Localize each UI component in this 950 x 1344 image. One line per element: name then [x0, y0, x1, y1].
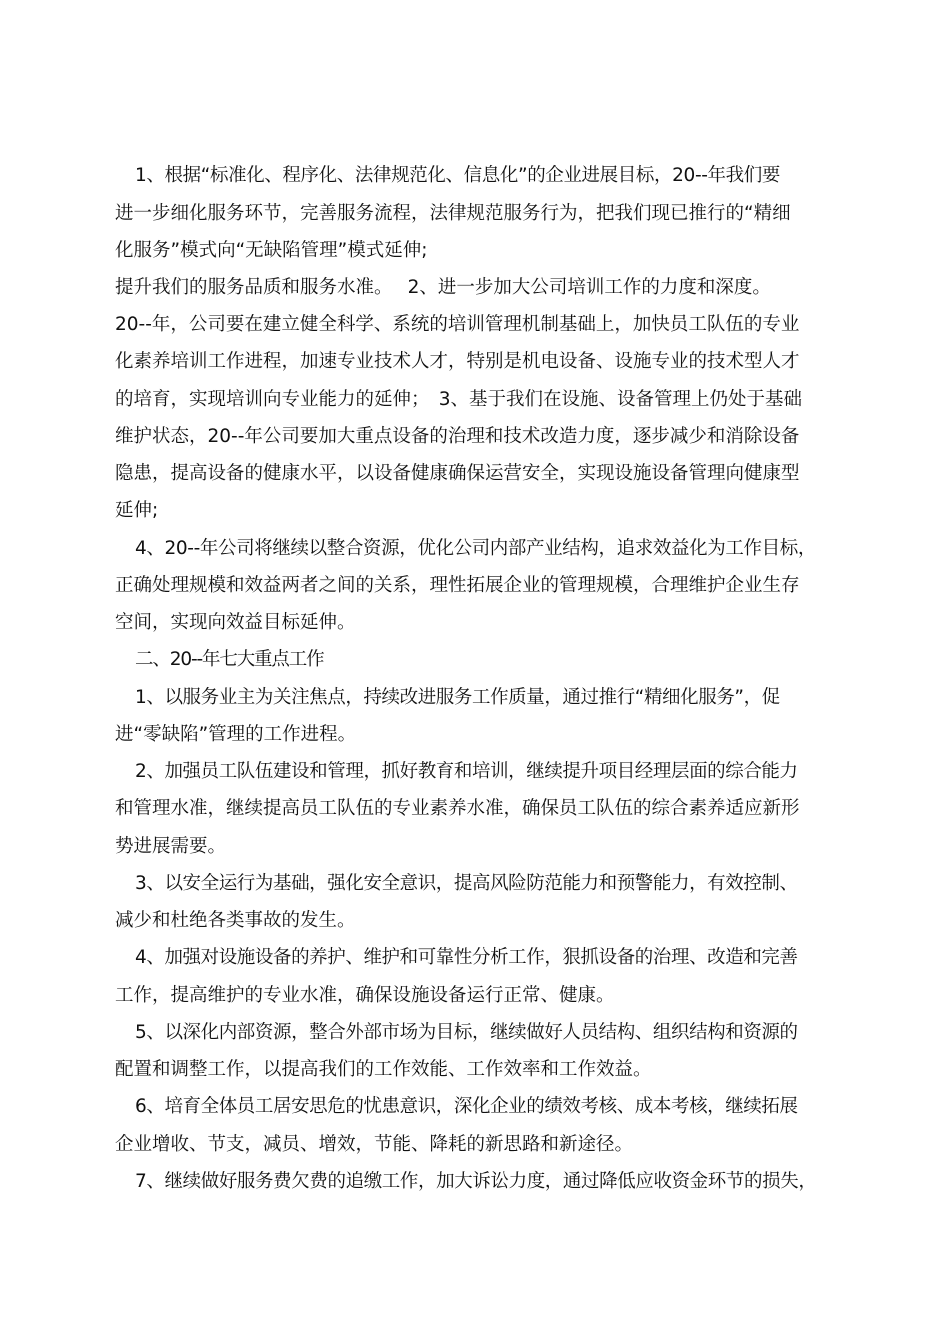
text-line: 3、以安全运行为基础，强化安全意识，提高风险防范能力和预警能力，有效控制、 — [135, 873, 798, 894]
text-line: 化素养培训工作进程，加速专业技术人才，特别是机电设备、设施专业的技术型人才 — [115, 351, 800, 372]
text-line: 隐患，提高设备的健康水平，以设备健康确保运营安全，实现设施设备管理向健康型 — [115, 463, 800, 484]
text-line: 20--年，公司要在建立健全科学、系统的培训管理机制基础上，加快员工队伍的专业 — [115, 314, 800, 335]
text-line: 进一步细化服务环节，完善服务流程，法律规范服务行为，把我们现已推行的“精细 — [115, 203, 791, 224]
text-line: 势进展需要。 — [115, 836, 227, 857]
text-line: 工作，提高维护的专业水准，确保设施设备运行正常、健康。 — [115, 985, 615, 1006]
text-line: 的培育，实现培训向专业能力的延伸； 3、基于我们在设施、设备管理上仍处于基础 — [115, 389, 803, 410]
section-heading: 二、20--年七大重点工作 — [135, 649, 324, 670]
text-line: 1、以服务业主为关注焦点，持续改进服务工作质量，通过推行“精细化服务”，促 — [135, 687, 780, 708]
text-line: 空间，实现向效益目标延伸。 — [115, 612, 356, 633]
text-line: 1、根据“标准化、程序化、法律规范化、信息化”的企业进展目标，20--年我们要 — [135, 165, 781, 186]
text-line: 6、培育全体员工居安思危的忧患意识，深化企业的绩效考核、成本考核，继续拓展 — [135, 1096, 798, 1117]
text-line: 企业增收、节支，减员、增效，节能、降耗的新思路和新途径。 — [115, 1134, 634, 1155]
text-line: 和管理水准，继续提高员工队伍的专业素养水准，确保员工队伍的综合素养适应新形 — [115, 798, 800, 819]
text-line: 7、继续做好服务费欠费的追缴工作，加大诉讼力度，通过降低应收资金环节的损失， — [135, 1171, 817, 1192]
text-line: 维护状态，20--年公司要加大重点设备的治理和技术改造力度，逐步减少和消除设备 — [115, 426, 800, 447]
text-line: 2、加强员工队伍建设和管理，抓好教育和培训，继续提升项目经理层面的综合能力 — [135, 761, 798, 782]
text-line: 提升我们的服务品质和服务水准。 2、进一步加大公司培训工作的力度和深度。 — [115, 277, 771, 298]
text-line: 配置和调整工作，以提高我们的工作效能、工作效率和工作效益。 — [115, 1059, 652, 1080]
text-line: 正确处理规模和效益两者之间的关系，理性拓展企业的管理规模，合理维护企业生存 — [115, 575, 800, 596]
text-line: 减少和杜绝各类事故的发生。 — [115, 910, 356, 931]
text-line: 4、20--年公司将继续以整合资源，优化公司内部产业结构，追求效益化为工作目标， — [135, 538, 816, 559]
text-line: 4、加强对设施设备的养护、维护和可靠性分析工作，狠抓设备的治理、改造和完善 — [135, 947, 798, 968]
text-line: 延伸; — [115, 500, 159, 521]
text-line: 化服务”模式向“无缺陷管理”模式延伸; — [115, 240, 428, 261]
text-line: 5、以深化内部资源，整合外部市场为目标，继续做好人员结构、组织结构和资源的 — [135, 1022, 798, 1043]
text-line: 进“零缺陷”管理的工作进程。 — [115, 724, 357, 745]
